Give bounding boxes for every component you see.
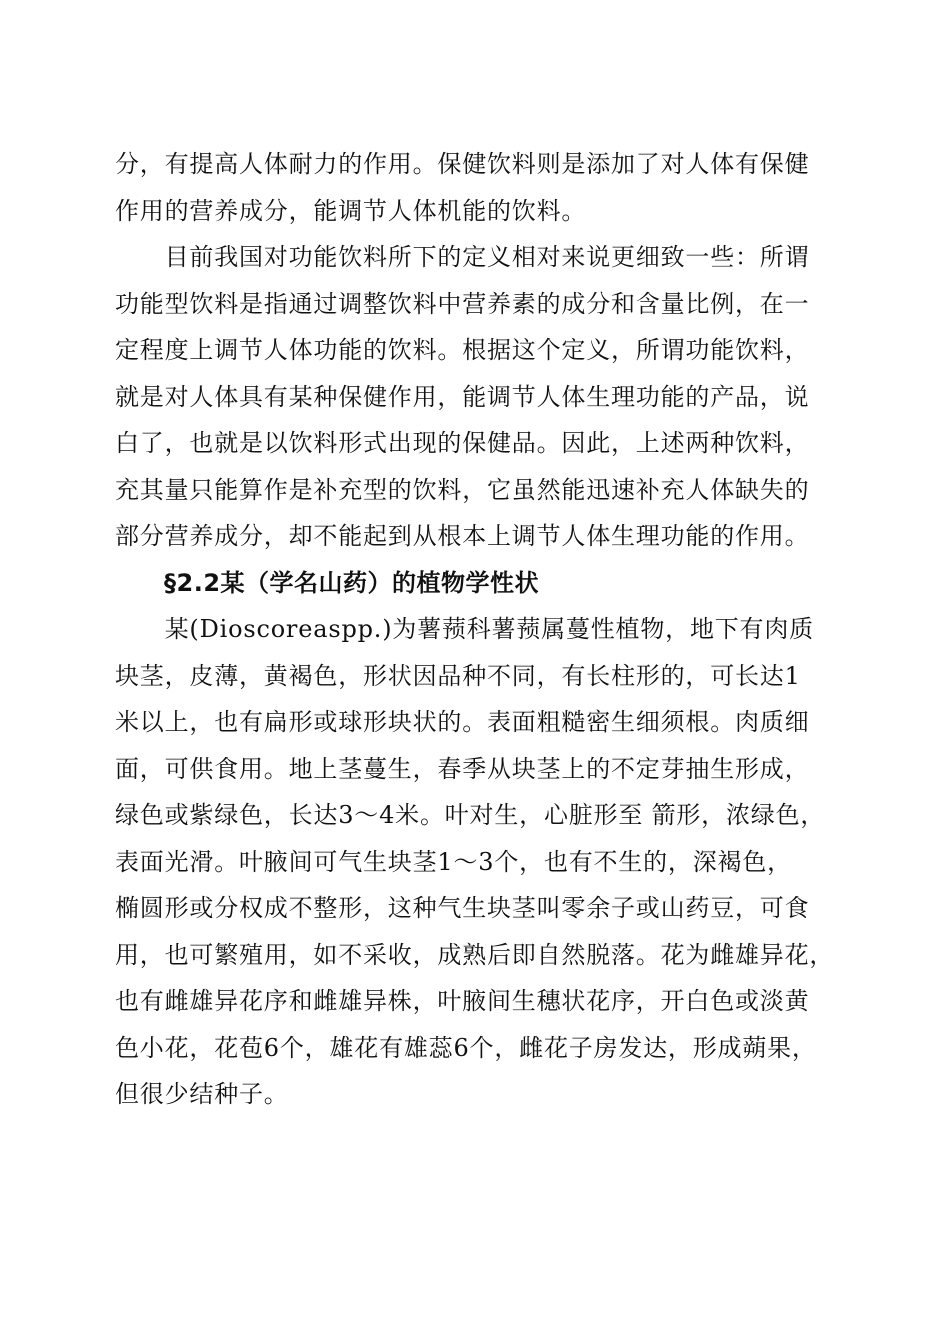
text-line: 块茎，皮薄，黄褐色，形状因品种不同，有长柱形的，可长达1 (115, 661, 801, 690)
text-line: 也有雌雄异花序和雌雄异株，叶腋间生穗状花序，开白色或淡黄 (115, 987, 810, 1015)
text-line: 某(Dioscoreaspp.)为薯蓣科薯蓣属蔓性植物，地下有肉质 (115, 615, 814, 643)
text-line: 面，可供食用。地上茎蔓生，春季从块茎上的不定芽抽生形成， (115, 754, 810, 783)
text-line: 色小花，花苞6个，雄花有雄蕊6个，雌花子房发达，形成蒴果， (115, 1033, 817, 1062)
text-line: 白了，也就是以饮料形式出现的保健品。因此，上述两种饮料， (115, 429, 810, 457)
text-line: 椭圆形或分权成不整形，这种气生块茎叫零余子或山药豆，可食 (115, 894, 810, 922)
text-line: 定程度上调节人体功能的饮料。根据这个定义，所谓功能饮料， (115, 336, 810, 364)
text-line: 部分营养成分，却不能起到从根本上调节人体生理功能的作用。 (115, 522, 810, 550)
text-line: 就是对人体具有某种保健作用，能调节人体生理功能的产品，说 (115, 382, 810, 411)
text-line: 目前我国对功能饮料所下的定义相对来说更细致一些：所谓 (115, 243, 810, 271)
text-line: 表面光滑。叶腋间可气生块茎1～3个，也有不生的，深褐色， (115, 847, 792, 876)
section-heading: §2.2某（学名山药）的植物学性状 (115, 568, 540, 597)
text-line: 但很少结种子。 (115, 1080, 289, 1108)
text-line: 充其量只能算作是补充型的饮料，它虽然能迅速补充人体缺失的 (115, 475, 810, 504)
text-line: 作用的营养成分，能调节人体机能的饮料。 (115, 196, 587, 225)
text-line: 用，也可繁殖用，如不采收，成熟后即自然脱落。花为雌雄异花， (115, 940, 835, 969)
text-line: 分，有提高人体耐力的作用。保健饮料则是添加了对人体有保健 (115, 150, 810, 178)
text-line: 功能型饮料是指通过调整饮料中营养素的成分和含量比例，在一 (115, 289, 810, 318)
text-line: 米以上，也有扁形或球形块状的。表面粗糙密生细须根。肉质细 (115, 708, 810, 736)
text-line: 绿色或紫绿色，长达3～4米。叶对生，心脏形至 箭形，浓绿色， (115, 801, 826, 829)
document-body (115, 141, 845, 1118)
